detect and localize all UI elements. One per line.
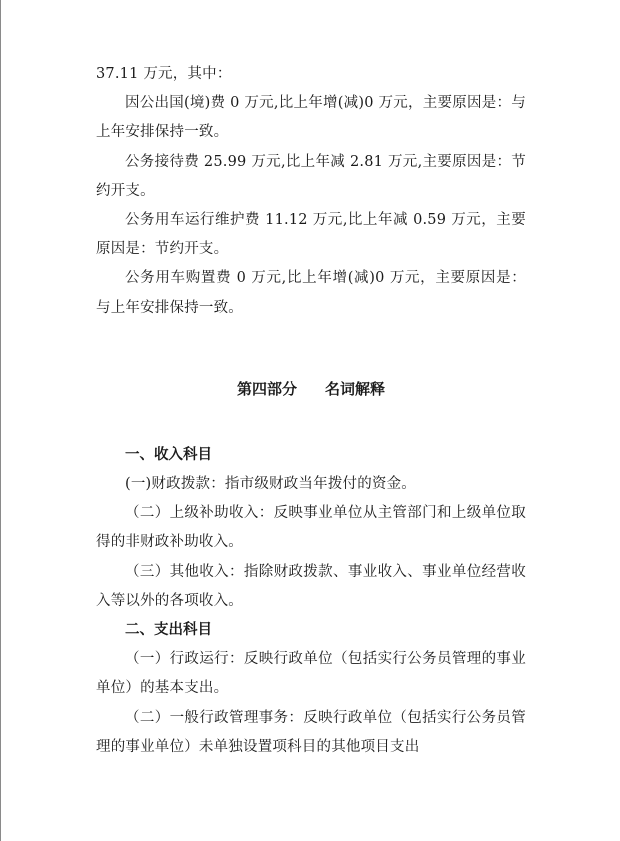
part-four-title xyxy=(96,375,526,403)
expense-item-general-administration: （二）一般行政管理事务：反映行政单位（包括实行公务员管理的事业单位）未单独设置项科目的其他项目支出 xyxy=(96,709,526,755)
income-section-heading: 一、收入科目 xyxy=(125,446,212,463)
expense-section-heading: 二、支出科目 xyxy=(125,622,212,639)
page-left-edge xyxy=(0,0,1,841)
income-item-superior-subsidy: （二）上级补助收入：反映事业单位从主管部门和上级单位取得的非财政补助收入。 xyxy=(96,505,526,551)
document-body xyxy=(96,60,526,762)
part-four-subject: 名词解释 xyxy=(325,379,386,398)
expense-item-administrative-operation: （一）行政运行：反映行政单位（包括实行公务员管理的事业单位）的基本支出。 xyxy=(96,651,526,697)
income-item-other: （三）其他收入：指除财政拨款、事业收入、事业单位经营收入等以外的各项收入。 xyxy=(96,563,526,609)
part-four-label: 第四部分 xyxy=(236,379,297,398)
income-item-fiscal-appropriation: (一)财政拨款：指市级财政当年拨付的资金。 xyxy=(125,476,417,493)
paragraph-total: 37.11 万元，其中： xyxy=(96,66,232,82)
paragraph-abroad-expense: 因公出国(境)费 0 万元,比上年增(减)0 万元，主要原因是：与上年安排保持一致。 xyxy=(96,95,526,141)
paragraph-reception-expense: 公务接待费 25.99 万元,比上年减 2.81 万元,主要原因是：节约开支。 xyxy=(96,153,526,199)
paragraph-vehicle-purchase-expense: 公务用车购置费 0 万元,比上年增(减)0 万元，主要原因是：与上年安排保持一致。 xyxy=(96,270,526,316)
paragraph-vehicle-operation-expense: 公务用车运行维护费 11.12 万元,比上年减 0.59 万元，主要原因是：节约开支。 xyxy=(96,212,526,258)
